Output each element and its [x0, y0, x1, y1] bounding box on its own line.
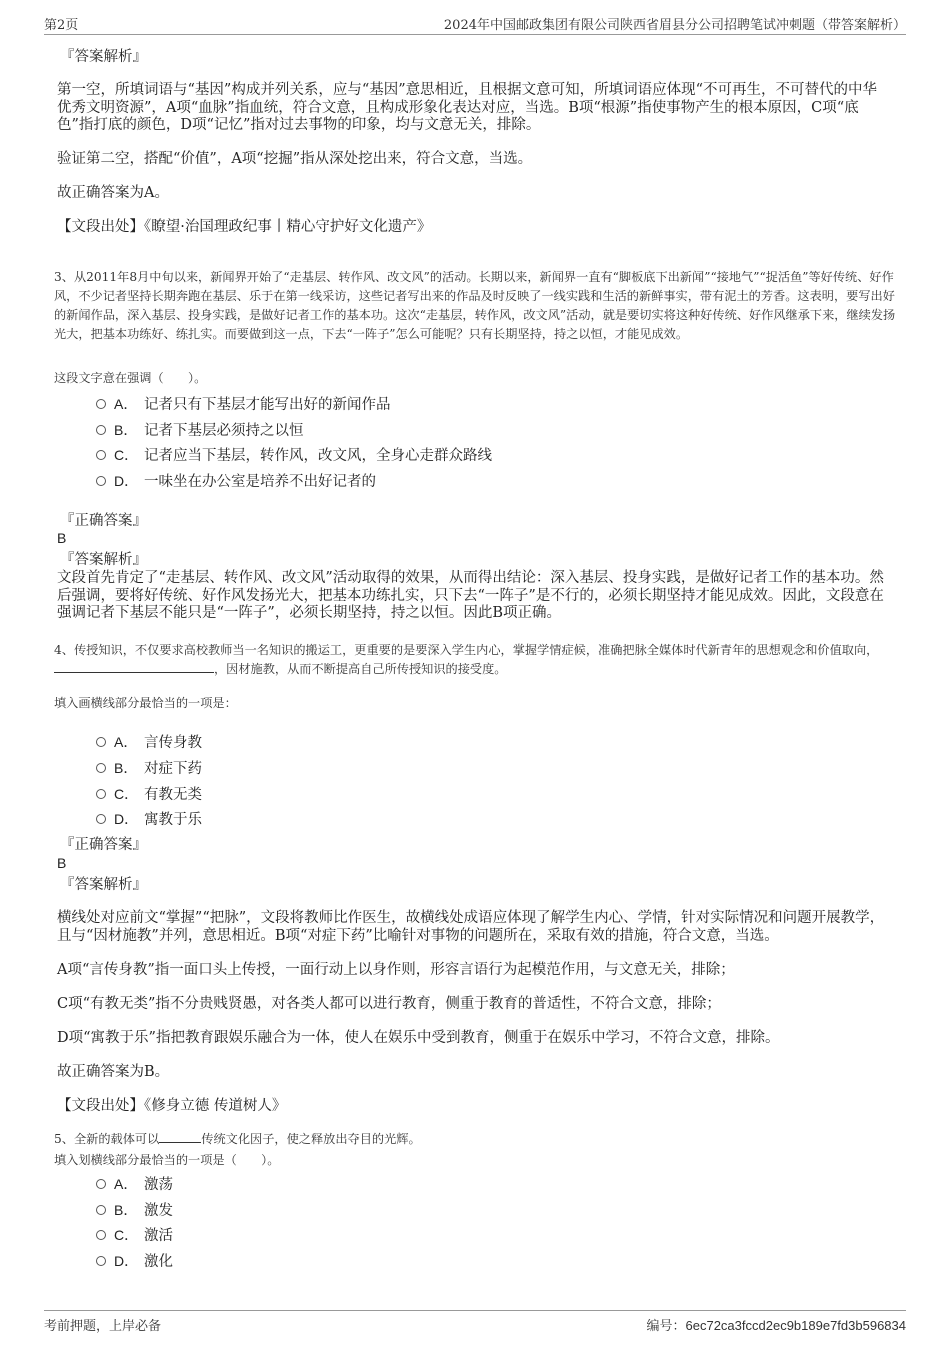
q4-correct-label: 『正确答案』 — [60, 837, 147, 853]
q2-source — [57, 219, 887, 237]
answer-blank — [159, 1130, 201, 1143]
radio-icon[interactable] — [96, 789, 106, 799]
page-header — [44, 14, 906, 35]
page-number: 第2页 — [44, 18, 79, 33]
radio-icon[interactable] — [96, 476, 106, 486]
radio-icon[interactable] — [96, 1230, 106, 1240]
page-footer — [44, 1310, 906, 1335]
q5-prompt: 填入划横线部分最恰当的一项是（ ）。 — [54, 1153, 280, 1167]
radio-icon[interactable] — [96, 737, 106, 747]
document-code: 编号：6ec72ca3fccd2ec9b189e7fd3b596834 — [646, 1318, 906, 1334]
q2-analysis-label: 『答案解析』 — [60, 49, 147, 65]
q3-analysis: 文段首先肯定了“走基层、转作风、改文风”活动取得的效果，从而得出结论：深入基层、投身实践，是做好记者工作的基本功。然后强调，要将好传统、好作风发扬光大，把基本功练扎实，只下去“一阵子”是不行的，必须长期坚持才能见成效。因此，文段意在强调记者下基层不能只是“一阵子”，必须长期坚持，持之以恒。因此B项正确。 — [57, 570, 884, 621]
radio-icon[interactable] — [96, 763, 106, 773]
answer-blank — [54, 660, 214, 673]
q3-answer: B — [57, 530, 67, 546]
q4-source-label: 【文段出处】 — [57, 1098, 144, 1114]
q4-answer: B — [57, 855, 67, 871]
q4-analysis-p4: D项“寓教于乐”指把教育跟娱乐融合为一体，使人在娱乐中受到教育，侧重于在娱乐中学习，不符合文意，排除。 — [57, 1030, 780, 1046]
q4-source — [57, 1098, 887, 1116]
q3-correct-label: 『正确答案』 — [60, 513, 147, 529]
q5-stem: 5、全新的载体可以 传统文化因子，使之释放出夺目的光辉。 — [54, 1132, 421, 1146]
q2-analysis-p1: 第一空，所填词语与“基因”构成并列关系，应与“基因”意思相近，且根据文意可知，所填词语应体现“不可再生，不可替代的中华优秀文明资源”，A项“血脉”指血统，符合文意，且构成形象化表达对应，当选。B项“根源”指使事物产生的根本原因，C项“底色”指打底的颜色，D项“记忆”指对过去事物的印象，均与文意无关，排除。 — [57, 82, 878, 133]
q2-source-label: 【文段出处】 — [57, 219, 144, 235]
radio-icon[interactable] — [96, 1205, 106, 1215]
q2-analysis-p3: 故正确答案为A。 — [57, 185, 169, 201]
q3-analysis-label: 『答案解析』 — [60, 552, 147, 568]
q3-stem: 3、从2011年8月中旬以来，新闻界开始了“走基层、转作风、改文风”的活动。长期以来，新闻界一直有“脚板底下出新闻”“接地气”“捉活鱼”等好传统、好作风，不少记者坚持长期奔跑在基层、乐于在第一线采访，这些记者写出来的作品及时反映了一线实践和生活的新鲜事实，带有泥土的芳香。这表明，要写出好的新闻作品，深入基层、投身实践，是做好记者工作的基本功。这次“走基层，转作风，改文风”活动，就是要切实将这种好传统、好作风继承下来，继续发扬光大，把基本功练好、练扎实。而要做到这一点，下去“一阵子”怎么可能呢？只有长期坚持，持之以恒，才能见成效。 — [54, 270, 896, 341]
q4-stem: 4、传授知识，不仅要求高校教师当一名知识的搬运工，更重要的是要深入学生内心，掌握学情症候，准确把脉全媒体时代新青年的思想观念和价值取向，，因材施教，从而不断提高自己所传授知识的接受度。 — [54, 643, 879, 676]
q3-prompt: 这段文字意在强调（ ）。 — [54, 371, 207, 385]
document-title: 2024年中国邮政集团有限公司陕西省眉县分公司招聘笔试冲刺题（带答案解析） — [443, 18, 906, 33]
footer-slogan: 考前押题，上岸必备 — [44, 1319, 162, 1334]
radio-icon[interactable] — [96, 399, 106, 409]
q4-analysis-p3: C项“有教无类”指不分贵贱贤愚，对各类人都可以进行教育，侧重于教育的普适性，不符合文意，排除； — [57, 996, 721, 1012]
radio-icon[interactable] — [96, 814, 106, 824]
q4-analysis-p5: 故正确答案为B。 — [57, 1064, 170, 1080]
q2-source-text: 《瞭望·治国理政纪事丨精心守护好文化遗产》 — [144, 219, 432, 235]
radio-icon[interactable] — [96, 425, 106, 435]
radio-icon[interactable] — [96, 1256, 106, 1266]
q4-analysis-p2: A项“言传身教”指一面口头上传授，一面行动上以身作则，形容言语行为起模范作用，与文意无关，排除； — [57, 962, 735, 978]
q2-analysis-p2: 验证第二空，搭配“价值”，A项“挖掘”指从深处挖出来，符合文意，当选。 — [57, 151, 533, 167]
q4-analysis-label: 『答案解析』 — [60, 877, 147, 893]
radio-icon[interactable] — [96, 450, 106, 460]
q4-source-text: 《修身立德 传道树人》 — [144, 1098, 287, 1114]
q4-prompt: 填入画横线部分最恰当的一项是： — [54, 696, 237, 710]
q4-analysis-p1: 横线处对应前文“掌握”“把脉”，文段将教师比作医生，故横线处成语应体现了解学生内心、学情，针对实际情况和问题开展教学，且与“因材施教”并列，意思相近。B项“对症下药”比喻针对事物的问题所在，采取有效的措施，符合文意，当选。 — [57, 910, 885, 944]
radio-icon[interactable] — [96, 1179, 106, 1189]
